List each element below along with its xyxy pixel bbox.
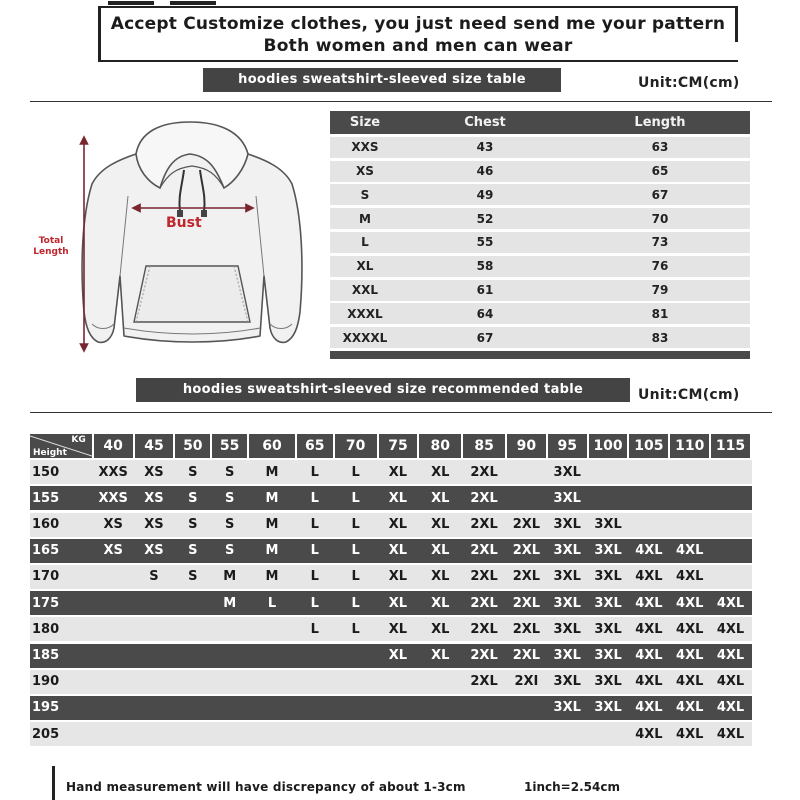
header-tick: [108, 1, 154, 5]
recommended-size-cell: 4XL: [676, 726, 704, 742]
recommended-size-cell: 4XL: [716, 726, 745, 742]
recommended-size-cell: 2XL: [512, 595, 541, 611]
size-row: [330, 137, 750, 158]
recommended-size-cell: 2XL: [470, 517, 498, 533]
recommended-size-cell: L: [310, 517, 319, 533]
weight-header-cell: 70: [335, 434, 377, 458]
height-row: [30, 696, 752, 720]
recommended-size-cell: 4XL: [635, 674, 663, 690]
weight-header-cell: 90: [507, 434, 546, 458]
size-cell: M: [359, 211, 371, 226]
recommended-size-cell: L: [351, 543, 360, 559]
recommended-size-cell: 3XL: [594, 648, 622, 663]
recommended-size-cell: 4XL: [676, 621, 704, 637]
header-frame: [98, 6, 738, 64]
recommended-size-cell: M: [265, 569, 279, 585]
recommended-size-cell: S: [149, 569, 159, 585]
recommended-size-cell: XL: [431, 543, 450, 559]
size-table-title: hoodies sweatshirt-sleeved size table: [203, 68, 561, 92]
recommended-table: [30, 434, 752, 746]
recommended-size-cell: XXS: [98, 464, 128, 480]
recommended-size-cell: S: [188, 543, 198, 559]
weight-header-cell: 75: [379, 434, 418, 458]
height-row: [30, 617, 752, 641]
recommended-size-cell: XL: [388, 517, 408, 533]
height-cell: 155: [32, 490, 60, 506]
chest-cell: 52: [476, 211, 494, 226]
recommended-size-cell: L: [351, 464, 360, 480]
recommended-size-cell: M: [223, 569, 237, 585]
recommended-size-cell: 2XL: [512, 569, 541, 585]
header-border-bottom: [98, 60, 738, 62]
recommended-size-cell: L: [351, 517, 360, 533]
recommended-size-cell: XL: [388, 595, 408, 611]
chest-cell: 49: [476, 187, 494, 202]
recommended-size-cell: 4XL: [635, 543, 663, 559]
recommended-size-cell: M: [265, 543, 279, 559]
chest-cell: 46: [476, 164, 494, 179]
recommended-size-cell: 2XL: [470, 595, 498, 611]
header-tick: [170, 1, 216, 5]
recommended-size-cell: 3XL: [594, 517, 622, 533]
height-kg-corner: [30, 434, 92, 458]
kg-label: KG: [71, 435, 86, 445]
size-cell: XXL: [351, 283, 379, 298]
recommended-size-cell: L: [310, 464, 319, 480]
height-cell: 185: [32, 648, 60, 663]
recommended-table-title: hoodies sweatshirt-sleeved size recommended table: [136, 378, 630, 402]
recommended-size-cell: 3XL: [553, 543, 581, 559]
recommended-size-cell: L: [351, 621, 360, 637]
recommended-size-cell: 2XL: [470, 621, 498, 637]
weight-header-cell: 60: [249, 434, 295, 458]
recommended-size-cell: 3XL: [553, 595, 581, 611]
chest-cell: 43: [476, 140, 494, 155]
column-header: Length: [634, 115, 686, 130]
recommended-size-cell: 4XL: [676, 595, 704, 611]
size-row: [330, 303, 750, 324]
weight-header-cell: 65: [297, 434, 333, 458]
column-header: Chest: [464, 115, 506, 130]
size-row: [330, 327, 750, 348]
recommended-size-cell: 3XL: [553, 621, 581, 637]
recommended-size-cell: 3XL: [553, 674, 581, 690]
recommended-size-cell: 3XL: [594, 700, 622, 716]
chest-cell: 58: [476, 259, 494, 274]
height-row: [30, 460, 752, 484]
recommended-size-cell: 4XL: [635, 569, 663, 585]
recommended-size-cell: L: [310, 621, 319, 637]
size-cell: XL: [356, 259, 374, 274]
recommended-size-cell: 4XL: [635, 726, 663, 742]
chest-cell: 61: [476, 283, 494, 298]
recommended-size-cell: L: [351, 490, 360, 506]
length-cell: 67: [651, 187, 669, 202]
recommended-size-cell: 4XL: [716, 595, 745, 611]
recommended-size-cell: XL: [388, 490, 408, 506]
recommended-size-cell: 2XL: [512, 543, 541, 559]
recommended-size-cell: XS: [144, 517, 164, 533]
recommended-size-cell: 3XL: [594, 569, 622, 585]
recommended-size-cell: L: [351, 569, 360, 585]
weight-header-cell: 110: [670, 434, 709, 458]
hoodie-diagram: [28, 116, 318, 362]
size-cell: XXS: [351, 140, 379, 155]
weight-header-cell: 100: [589, 434, 628, 458]
height-cell: 195: [32, 700, 60, 716]
recommended-size-cell: S: [188, 569, 198, 585]
bust-label: Bust: [166, 215, 202, 231]
height-cell: 175: [32, 595, 60, 611]
weight-header-cell: 50: [175, 434, 210, 458]
recommended-size-cell: XL: [388, 621, 408, 637]
size-cell: XXXXL: [342, 330, 388, 345]
recommended-size-cell: S: [224, 517, 235, 533]
height-row: [30, 644, 752, 668]
weight-header-cell: 105: [629, 434, 668, 458]
size-cell: XXXL: [347, 306, 383, 321]
height-cell: 170: [32, 569, 60, 585]
weight-header-cell: 40: [94, 434, 133, 458]
weight-header-cell: 45: [135, 434, 174, 458]
recommended-size-cell: S: [224, 464, 235, 480]
recommended-size-cell: XL: [388, 543, 408, 559]
weight-header-cell: 55: [212, 434, 247, 458]
size-row: [330, 280, 750, 301]
header-border-top: [98, 6, 738, 8]
recommended-size-cell: S: [224, 543, 235, 559]
recommended-size-cell: M: [265, 517, 279, 533]
height-row: [30, 486, 752, 510]
size-table-header: [330, 111, 750, 134]
recommended-size-cell: 4XL: [635, 595, 663, 611]
recommended-size-cell: 2XL: [470, 464, 498, 480]
recommended-size-cell: S: [224, 490, 235, 506]
recommended-size-cell: 3XL: [553, 569, 581, 585]
height-label: Height: [33, 448, 67, 458]
divider: [30, 412, 772, 413]
height-cell: 150: [32, 464, 60, 480]
weight-header-cell: 85: [463, 434, 505, 458]
recommended-size-cell: 3XL: [594, 674, 622, 690]
recommended-size-cell: S: [188, 464, 198, 480]
height-cell: 160: [32, 517, 60, 533]
recommended-size-cell: 4XL: [716, 621, 745, 637]
recommended-size-cell: 3XL: [553, 517, 581, 533]
height-row: [30, 591, 752, 615]
length-cell: 79: [651, 283, 669, 298]
recommended-size-cell: XL: [431, 595, 450, 611]
recommended-size-cell: 2XI: [514, 674, 539, 690]
recommended-size-cell: XS: [103, 543, 123, 559]
recommended-size-cell: 4XL: [676, 648, 704, 663]
length-cell: 70: [651, 211, 669, 226]
size-row: [330, 232, 750, 253]
measurement-note: Hand measurement will have discrepancy of about 1-3cm: [66, 780, 466, 794]
recommended-size-cell: 4XL: [716, 674, 745, 690]
height-cell: 205: [32, 726, 60, 742]
height-row: [30, 513, 752, 537]
recommended-size-cell: 2XL: [470, 490, 498, 506]
recommended-size-cell: XL: [431, 621, 450, 637]
length-cell: 81: [651, 306, 669, 321]
recommended-size-cell: 4XL: [676, 543, 704, 559]
recommended-size-cell: XL: [431, 648, 450, 663]
size-table: [330, 111, 750, 359]
total-length-label: Total Length: [33, 236, 69, 257]
recommended-size-cell: 3XL: [594, 543, 622, 559]
recommended-size-cell: XL: [388, 569, 408, 585]
length-cell: 83: [651, 330, 669, 345]
recommended-size-cell: XL: [431, 569, 450, 585]
recommended-size-cell: L: [310, 543, 319, 559]
recommended-size-cell: L: [310, 569, 319, 585]
chest-cell: 64: [476, 306, 494, 321]
recommended-size-cell: 2XL: [470, 543, 498, 559]
height-row: [30, 565, 752, 589]
size-cell: S: [360, 187, 370, 202]
recommended-size-cell: 4XL: [716, 700, 745, 716]
weight-header-cell: 115: [711, 434, 750, 458]
recommended-size-cell: 4XL: [635, 648, 663, 663]
recommended-size-cell: M: [223, 595, 237, 611]
recommended-size-cell: 4XL: [676, 569, 704, 585]
footer-marker: [52, 766, 55, 800]
recommended-size-cell: 3XL: [594, 595, 622, 611]
recommended-size-cell: 2XL: [512, 517, 541, 533]
size-row: [330, 208, 750, 229]
recommended-size-cell: L: [267, 595, 277, 611]
recommended-size-cell: XL: [431, 464, 450, 480]
recommended-size-cell: 4XL: [676, 700, 704, 716]
column-header: Size: [349, 115, 381, 130]
header-line-2: Both women and men can wear: [263, 36, 573, 56]
recommended-size-cell: 3XL: [553, 490, 581, 506]
size-row: [330, 184, 750, 205]
recommended-size-cell: 2XL: [470, 674, 498, 690]
recommended-size-cell: L: [351, 595, 360, 611]
length-cell: 63: [651, 140, 669, 155]
height-row: [30, 539, 752, 563]
size-cell: L: [361, 235, 369, 250]
recommended-size-cell: 2XL: [470, 648, 498, 663]
recommended-size-cell: 4XL: [676, 674, 704, 690]
recommended-size-cell: L: [310, 595, 319, 611]
recommended-size-cell: 2XL: [512, 648, 541, 663]
recommended-size-cell: XS: [144, 464, 164, 480]
recommended-size-cell: M: [265, 464, 279, 480]
recommended-size-cell: L: [310, 490, 319, 506]
size-table-footer-band: [330, 351, 750, 359]
recommended-size-cell: 4XL: [716, 648, 745, 663]
recommended-size-cell: 4XL: [635, 700, 663, 716]
length-cell: 73: [651, 235, 669, 250]
recommended-size-cell: XL: [388, 648, 408, 663]
inch-conversion: 1inch=2.54cm: [524, 780, 620, 794]
chest-cell: 67: [476, 330, 494, 345]
weight-header-cell: 95: [548, 434, 587, 458]
recommended-size-cell: 3XL: [553, 700, 581, 716]
recommended-size-cell: 3XL: [594, 621, 622, 637]
header-line-1: Accept Customize clothes, you just need send me your pattern: [110, 14, 726, 34]
recommended-size-cell: XXS: [98, 490, 128, 506]
recommended-size-cell: XS: [144, 490, 164, 506]
height-row: [30, 670, 752, 694]
height-cell: 180: [32, 621, 60, 637]
weight-header-row: [30, 434, 752, 458]
recommended-table-unit: Unit:CM(cm): [638, 387, 740, 403]
recommended-size-cell: 3XL: [553, 648, 581, 663]
length-cell: 65: [651, 164, 669, 179]
recommended-size-cell: XL: [388, 464, 408, 480]
recommended-size-cell: 4XL: [635, 621, 663, 637]
height-cell: 165: [32, 543, 60, 559]
size-table-unit: Unit:CM(cm): [638, 75, 740, 91]
size-row: [330, 256, 750, 277]
chest-cell: 55: [476, 235, 494, 250]
size-row: [330, 161, 750, 182]
recommended-size-cell: XS: [144, 543, 164, 559]
recommended-size-cell: 2XL: [470, 569, 498, 585]
divider: [30, 101, 772, 102]
weight-header-cell: 80: [419, 434, 461, 458]
recommended-size-cell: 2XL: [512, 621, 541, 637]
recommended-size-cell: S: [188, 490, 198, 506]
recommended-size-cell: S: [188, 517, 198, 533]
recommended-size-cell: 3XL: [553, 464, 581, 480]
recommended-size-cell: XS: [103, 517, 123, 533]
length-cell: 76: [651, 259, 669, 274]
height-cell: 190: [32, 674, 60, 690]
size-cell: XS: [356, 164, 374, 179]
recommended-size-cell: XL: [431, 490, 450, 506]
height-row: [30, 722, 752, 746]
recommended-size-cell: XL: [431, 517, 450, 533]
recommended-size-cell: M: [265, 490, 279, 506]
